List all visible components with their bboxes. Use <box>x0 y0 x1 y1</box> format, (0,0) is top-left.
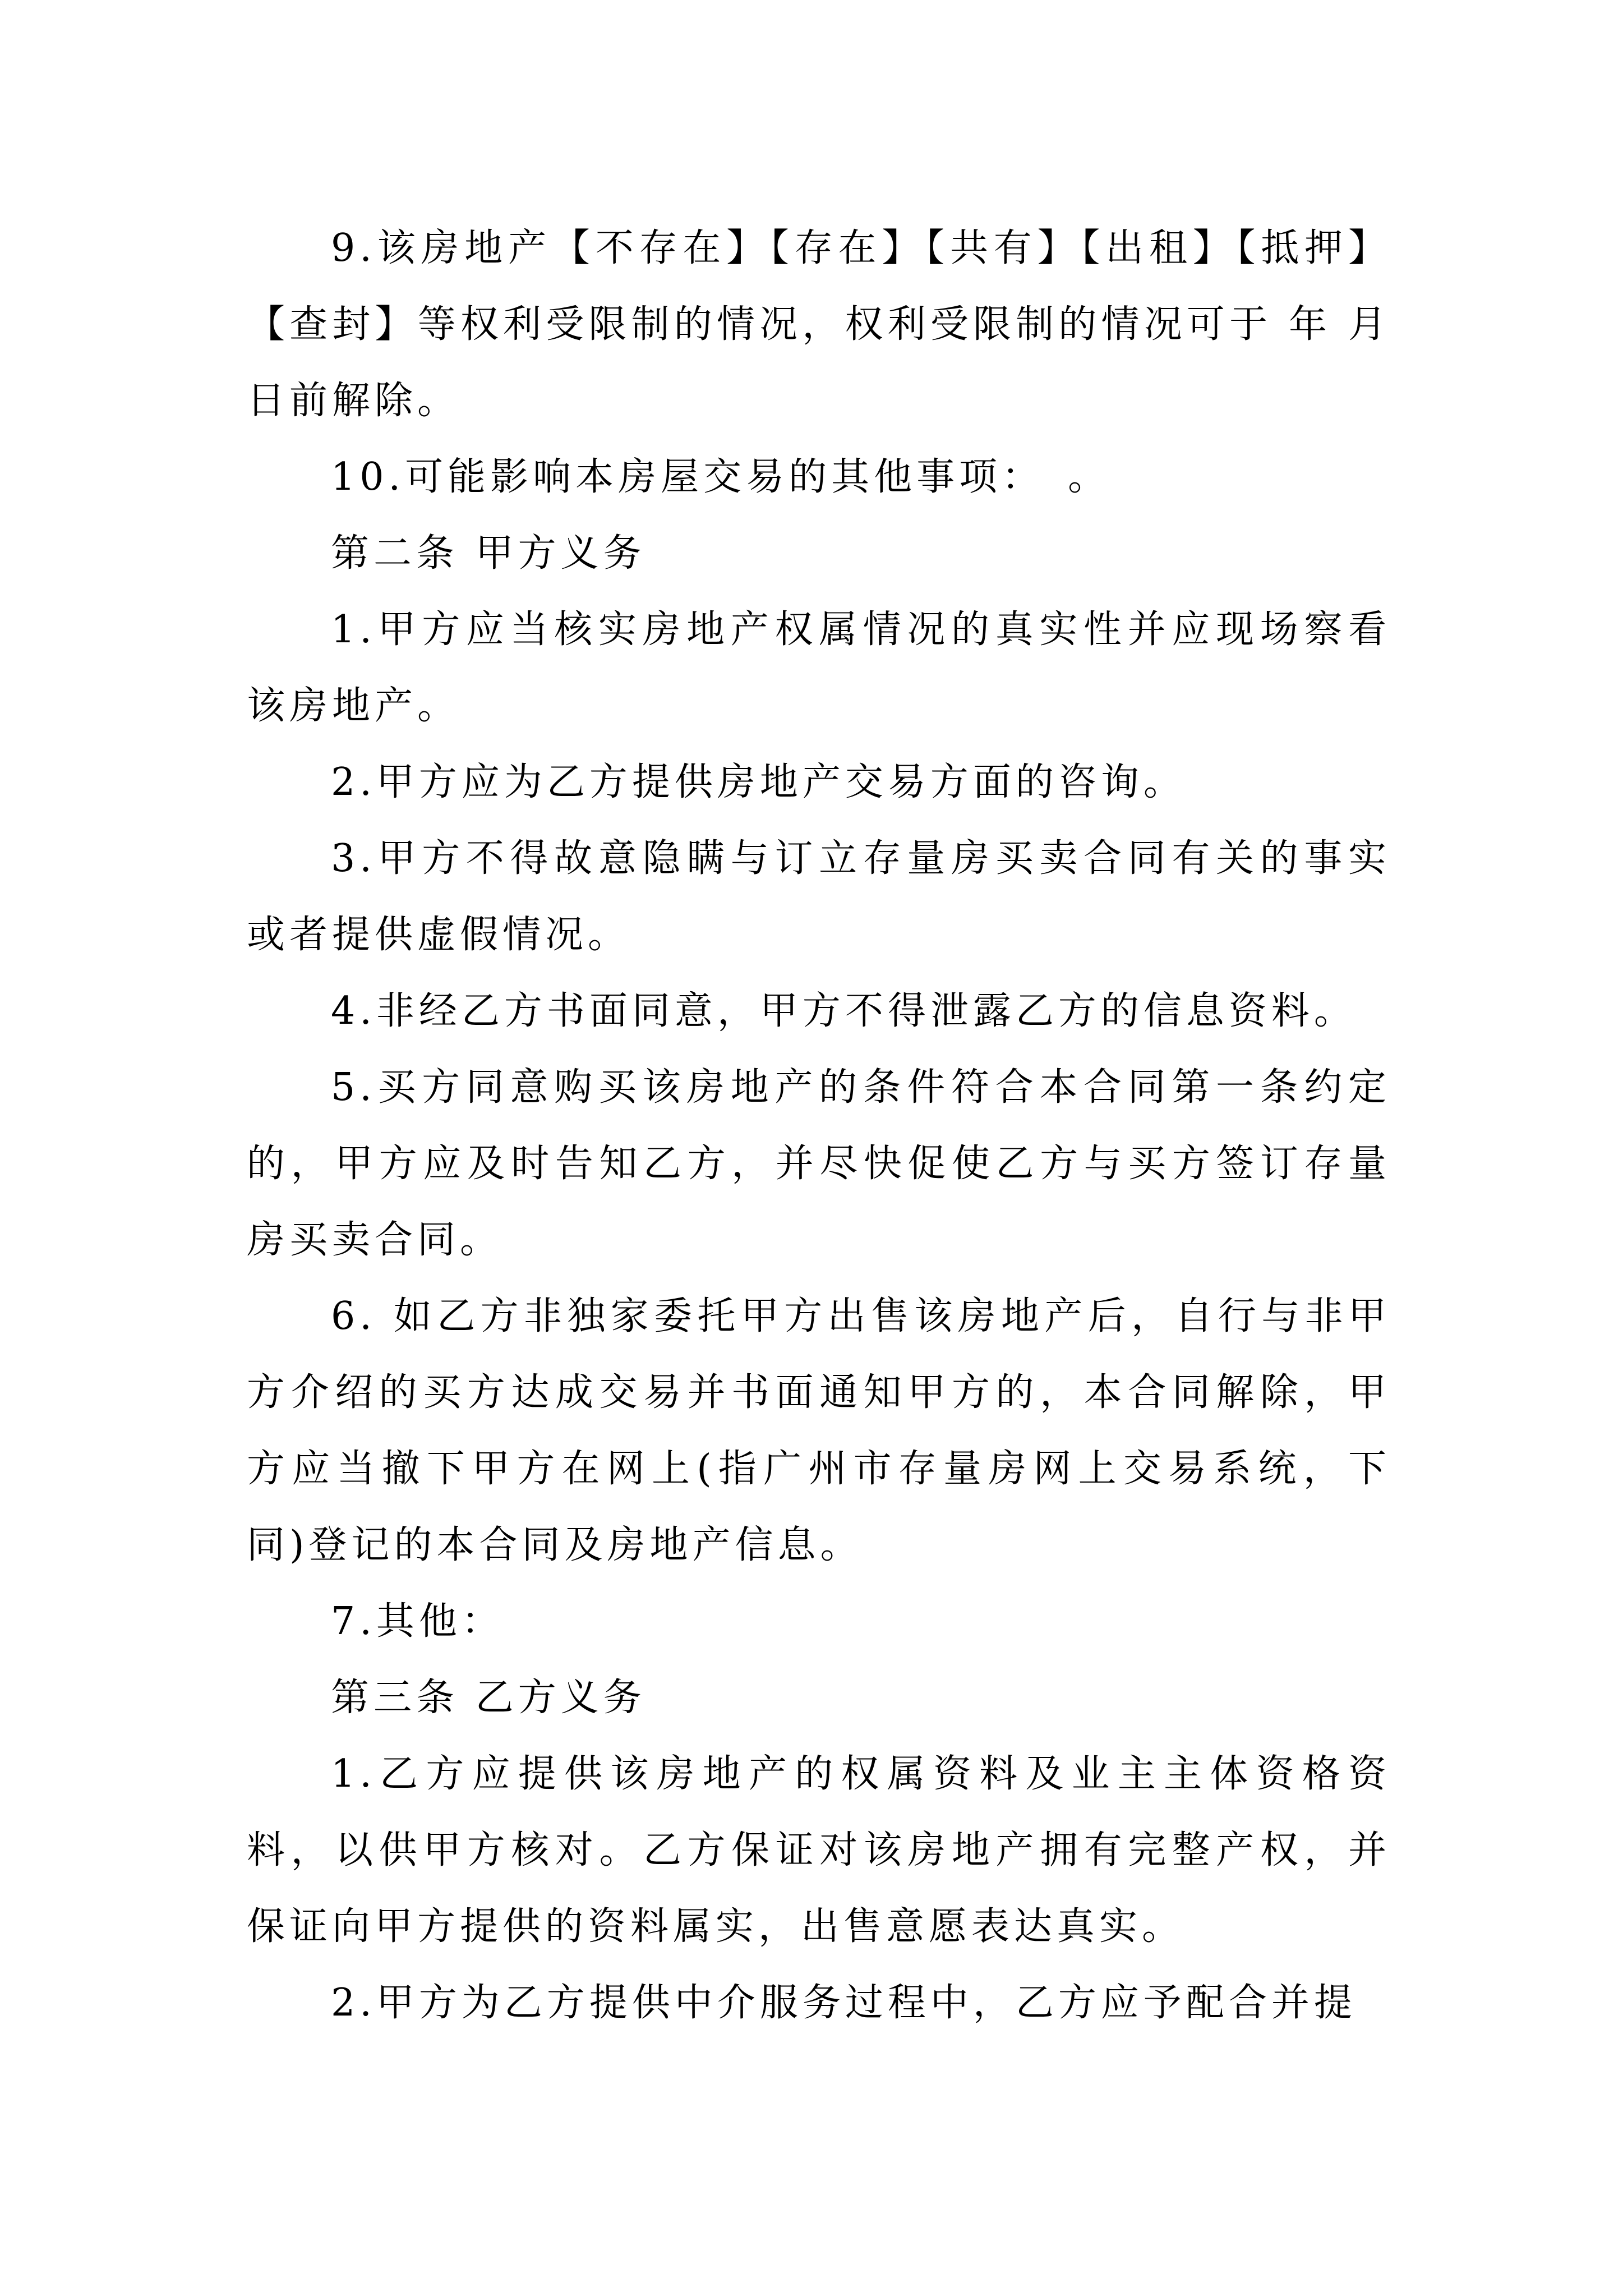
party-a-duty-2: 2.甲方应为乙方提供房地产交易方面的咨询。 <box>331 760 1186 804</box>
party-a-duty-4: 4.非经乙方书面同意，甲方不得泄露乙方的信息资料。 <box>331 989 1357 1033</box>
party-a-duty-6: 6. 如乙方非独家委托甲方出售该房地产后，自行与非甲方介绍的买方达成交易并书面通知甲方的，本合同解除，甲方应当撤下甲方在网上(指广州市存量房网上交易系统，下同)登记的本合同及房地产信息。 <box>247 1294 1391 1567</box>
party-a-duty-3: 3.甲方不得故意隐瞒与订立存量房买卖合同有关的事实或者提供虚假情况。 <box>247 836 1391 957</box>
document-body <box>247 210 1391 2041</box>
clause-10-other-matters: 10.可能影响本房屋交易的其他事项： 。 <box>331 455 1111 499</box>
article-3-heading: 第三条 乙方义务 <box>331 1676 646 1720</box>
party-b-duty-2: 2.甲方为乙方提供中介服务过程中，乙方应予配合并提 <box>331 1981 1357 2025</box>
party-a-duty-1: 1.甲方应当核实房地产权属情况的真实性并应现场察看该房地产。 <box>247 608 1391 728</box>
article-2-heading: 第二条 甲方义务 <box>331 531 646 576</box>
party-a-duty-7: 7.其他： <box>331 1599 504 1644</box>
party-a-duty-5: 5.买方同意购买该房地产的条件符合本合同第一条约定的，甲方应及时告知乙方，并尽快促使乙方与买方签订存量房买卖合同。 <box>247 1065 1391 1262</box>
party-b-duty-1: 1.乙方应提供该房地产的权属资料及业主主体资格资料，以供甲方核对。乙方保证对该房地产拥有完整产权，并保证向甲方提供的资料属实，出售意愿表达真实。 <box>247 1752 1391 1949</box>
clause-9-restrictions: 9.该房地产【不存在】【存在】【共有】【出租】【抵押】【查封】等权利受限制的情况，权利受限制的情况可于 年 月 日前解除。 <box>247 226 1391 423</box>
